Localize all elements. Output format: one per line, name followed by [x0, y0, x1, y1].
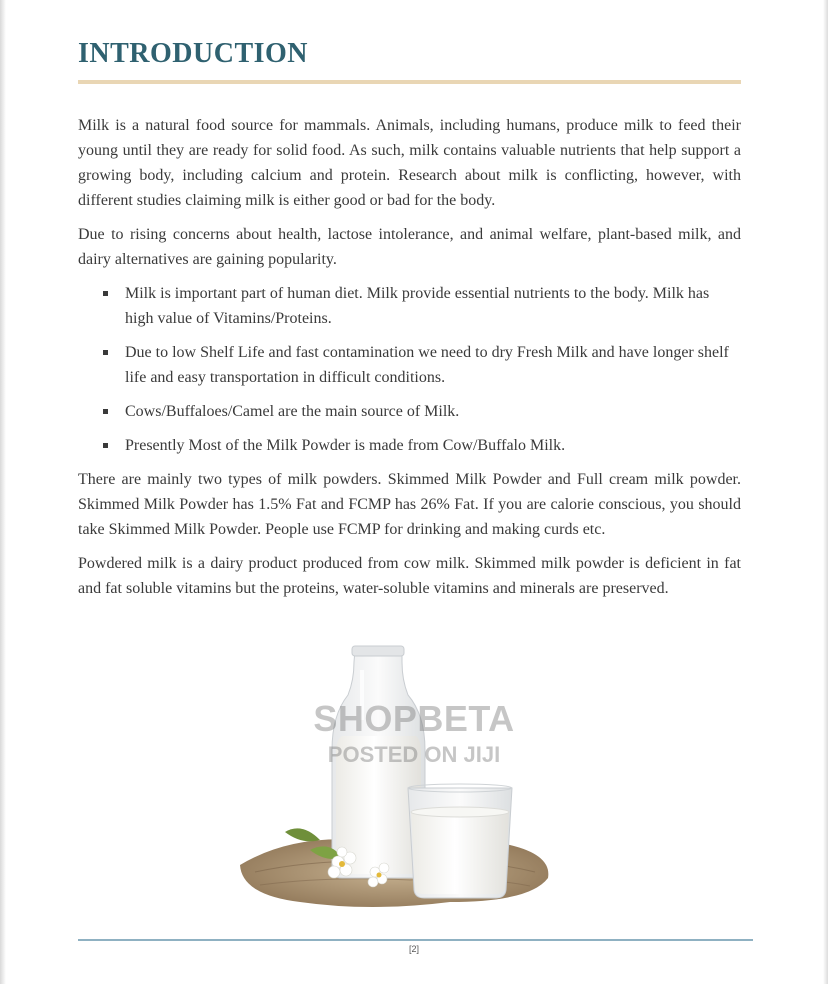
list-item [78, 399, 741, 424]
watermark-posted-on-jiji: POSTED ON JIJI [327, 742, 501, 767]
watermark-shopbeta: SHOPBETA [313, 698, 515, 739]
footer-rule [78, 939, 753, 941]
list-item [78, 340, 741, 390]
paragraph-plant-based-alternatives: Due to rising concerns about health, lactose intolerance, and animal welfare, plant-based milk, and dairy alternatives are gaining popularity. [78, 226, 741, 268]
paragraph-powdered-milk: Powdered milk is a dairy product produced from cow milk. Skimmed milk powder is deficient in fat and fat soluble vitamins but the proteins, water-soluble vitamins and minerals are preserved. [78, 555, 741, 597]
square-bullet-icon [103, 409, 108, 414]
list-item [78, 433, 741, 458]
paragraph-milk-natural-food: Milk is a natural food source for mammals. Animals, including humans, produce milk to feed their young until they are ready for solid food. As such, milk contains valuable nutrients that help support a growing body, including calcium and protein. Research about milk is conflicting, however, with different studies claiming milk is either good or bad for the body. [78, 117, 741, 209]
bullet-list [78, 281, 741, 458]
page-number: [2] [408, 944, 419, 954]
square-bullet-icon [103, 350, 108, 355]
document-body [78, 113, 741, 610]
list-item-text: Cows/Buffaloes/Camel are the main source of Milk. [125, 403, 460, 420]
list-item-text: Due to low Shelf Life and fast contamination we need to dry Fresh Milk and have longer shelf life and easy transportation in difficult conditions. [125, 344, 729, 386]
page-title: INTRODUCTION [78, 38, 309, 69]
title-underline [78, 80, 741, 84]
paragraph-milk-powder-types: There are mainly two types of milk powders. Skimmed Milk Powder and Full cream milk powder. Skimmed Milk Powder has 1.5% Fat and FCMP has 26% Fat. If you are calorie conscious, you should take Skimmed Milk Powder. People use FCMP for drinking and making curds etc. [78, 471, 741, 538]
page-edge-right [823, 0, 828, 984]
list-item-text: Milk is important part of human diet. Milk provide essential nutrients to the body. Milk has high value of Vitamins/Proteins. [125, 285, 710, 327]
square-bullet-icon [103, 443, 108, 448]
milk-bottle-and-glass-icon [230, 640, 560, 920]
page-edge-left [0, 0, 6, 984]
list-item-text: Presently Most of the Milk Powder is made from Cow/Buffalo Milk. [125, 437, 566, 454]
square-bullet-icon [103, 291, 108, 296]
list-item [78, 281, 741, 331]
